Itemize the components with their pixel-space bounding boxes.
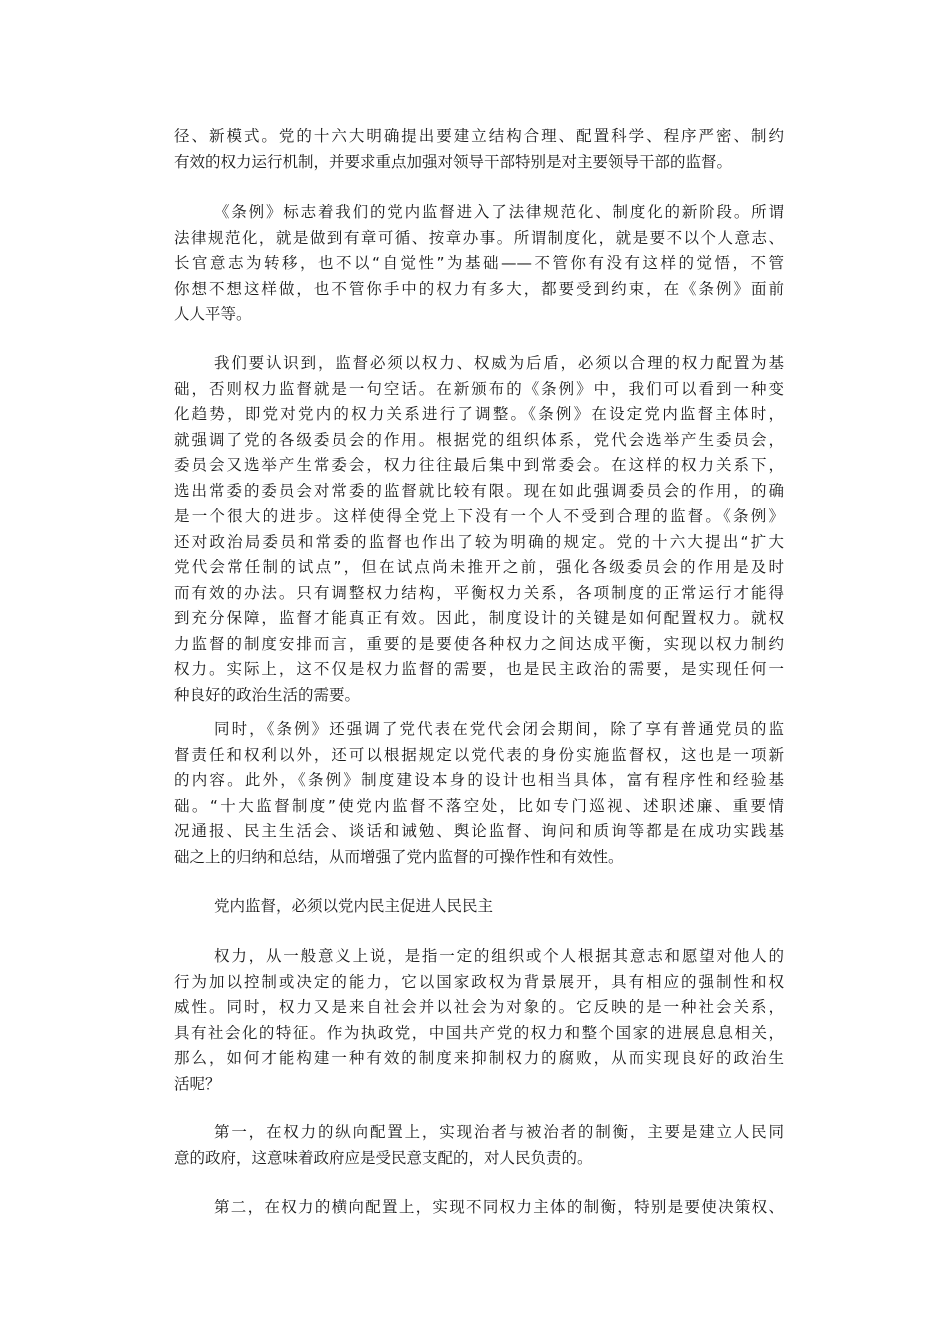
text-line: 人人平等。	[174, 305, 252, 323]
text-line: 活呢？	[174, 1074, 221, 1093]
text-line: 权力。实际上，这不仅是权力监督的需要，也是民主政治的需要，是实现任何一	[174, 660, 784, 678]
text-line: 础，否则权力监督就是一句空话。在新颁布的《条例》中，我们可以看到一种变	[174, 379, 784, 398]
text-line: 有效的权力运行机制，并要求重点加强对领导干部特别是对主要领导干部的监督。	[174, 152, 733, 171]
text-line: 长官意志为转移，也不以“自觉性”为基础——不管你有没有这样的觉悟，不管	[174, 254, 784, 272]
text-line: 而有效的办法。只有调整权力结构，平衡权力关系，各项制度的正常运行才能得	[174, 583, 784, 602]
paragraph-2	[174, 200, 784, 328]
text-line: 况通报、民主生活会、谈话和诫勉、舆论监督、询问和质询等都是在成功实践基	[174, 822, 784, 840]
text-line: 同时，《条例》还强调了党代表在党代会闭会期间，除了享有普通党员的监	[214, 720, 784, 738]
text-line: 我们要认识到，监督必须以权力、权威为后盾，必须以合理的权力配置为基	[214, 354, 784, 372]
text-line: 《条例》标志着我们的党内监督进入了法律规范化、制度化的新阶段。所谓	[214, 203, 784, 221]
section-heading	[174, 894, 784, 920]
text-line: 就强调了党的各级委员会的作用。根据党的组织体系，党代会选举产生委员会，	[174, 430, 784, 449]
paragraph-1	[174, 124, 784, 175]
text-line: 威性。同时，权力又是来自社会并以社会为对象的。它反映的是一种社会关系，	[174, 998, 784, 1016]
text-line: 力监督的制度安排而言，重要的是要使各种权力之间达成平衡，实现以权力制约	[174, 634, 784, 653]
text-line: 意的政府，这意味着政府应是受民意支配的，对人民负责的。	[174, 1148, 593, 1167]
text-line: 是一个很大的进步。这样使得全党上下没有一个人不受到合理的监督。《条例》	[174, 507, 784, 525]
text-line: 还对政治局委员和常委的监督也作出了较为明确的规定。党的十六大提出“扩大	[174, 532, 784, 551]
text-line: 化趋势，即党对党内的权力关系进行了调整。《条例》在设定党内监督主体时，	[174, 405, 784, 423]
paragraph-4	[174, 717, 784, 870]
text-line: 行为加以控制或决定的能力，它以国家政权为背景展开，具有相应的强制性和权	[174, 972, 784, 991]
text-line: 督责任和权利以外，还可以根据规定以党代表的身份实施监督权，这也是一项新	[174, 745, 784, 764]
text-line: 委员会又选举产生常委会，权力往往最后集中到常委会。在这样的权力关系下，	[174, 456, 784, 474]
text-line: 法律规范化，就是做到有章可循、按章办事。所谓制度化，就是要不以个人意志、	[174, 228, 784, 247]
paragraph-5	[174, 944, 784, 1097]
paragraph-3	[174, 351, 784, 708]
text-line: 种良好的政治生活的需要。	[174, 685, 361, 704]
paragraph-6	[174, 1120, 784, 1171]
text-line: 础之上的归纳和总结，从而增强了党内监督的可操作性和有效性。	[174, 847, 624, 866]
text-line: 权力，从一般意义上说，是指一定的组织或个人根据其意志和愿望对他人的	[214, 947, 784, 965]
text-line: 那么，如何才能构建一种有效的制度来抑制权力的腐败，从而实现良好的政治生	[174, 1049, 784, 1067]
text-line: 选出常委的委员会对常委的监督就比较有限。现在如此强调委员会的作用，的确	[174, 481, 784, 500]
text-line: 第一，在权力的纵向配置上，实现治者与被治者的制衡，主要是建立人民同	[214, 1123, 784, 1141]
text-line: 的内容。此外，《条例》制度建设本身的设计也相当具体，富有程序性和经验基	[174, 771, 784, 789]
text-line: 你想不想这样做，也不管你手中的权力有多大，都要受到约束，在《条例》面前	[174, 279, 784, 298]
text-line: 第二，在权力的横向配置上，实现不同权力主体的制衡，特别是要使决策权、	[214, 1198, 784, 1216]
text-line: 党代会常任制的试点”，但在试点尚未推开之前，强化各级委员会的作用是及时	[174, 558, 784, 576]
paragraph-7	[174, 1195, 784, 1221]
text-line: 具有社会化的特征。作为执政党，中国共产党的权力和整个国家的进展息息相关，	[174, 1023, 784, 1042]
text-line: 到充分保障，监督才能真正有效。因此，制度设计的关键是如何配置权力。就权	[174, 609, 784, 627]
text-line: 党内监督，必须以党内民主促进人民民主	[214, 897, 494, 915]
text-line: 径、新模式。党的十六大明确提出要建立结构合理、配置科学、程序严密、制约	[174, 127, 784, 145]
text-line: 础。“十大监督制度”使党内监督不落空处，比如专门巡视、述职述廉、重要情	[174, 796, 784, 815]
